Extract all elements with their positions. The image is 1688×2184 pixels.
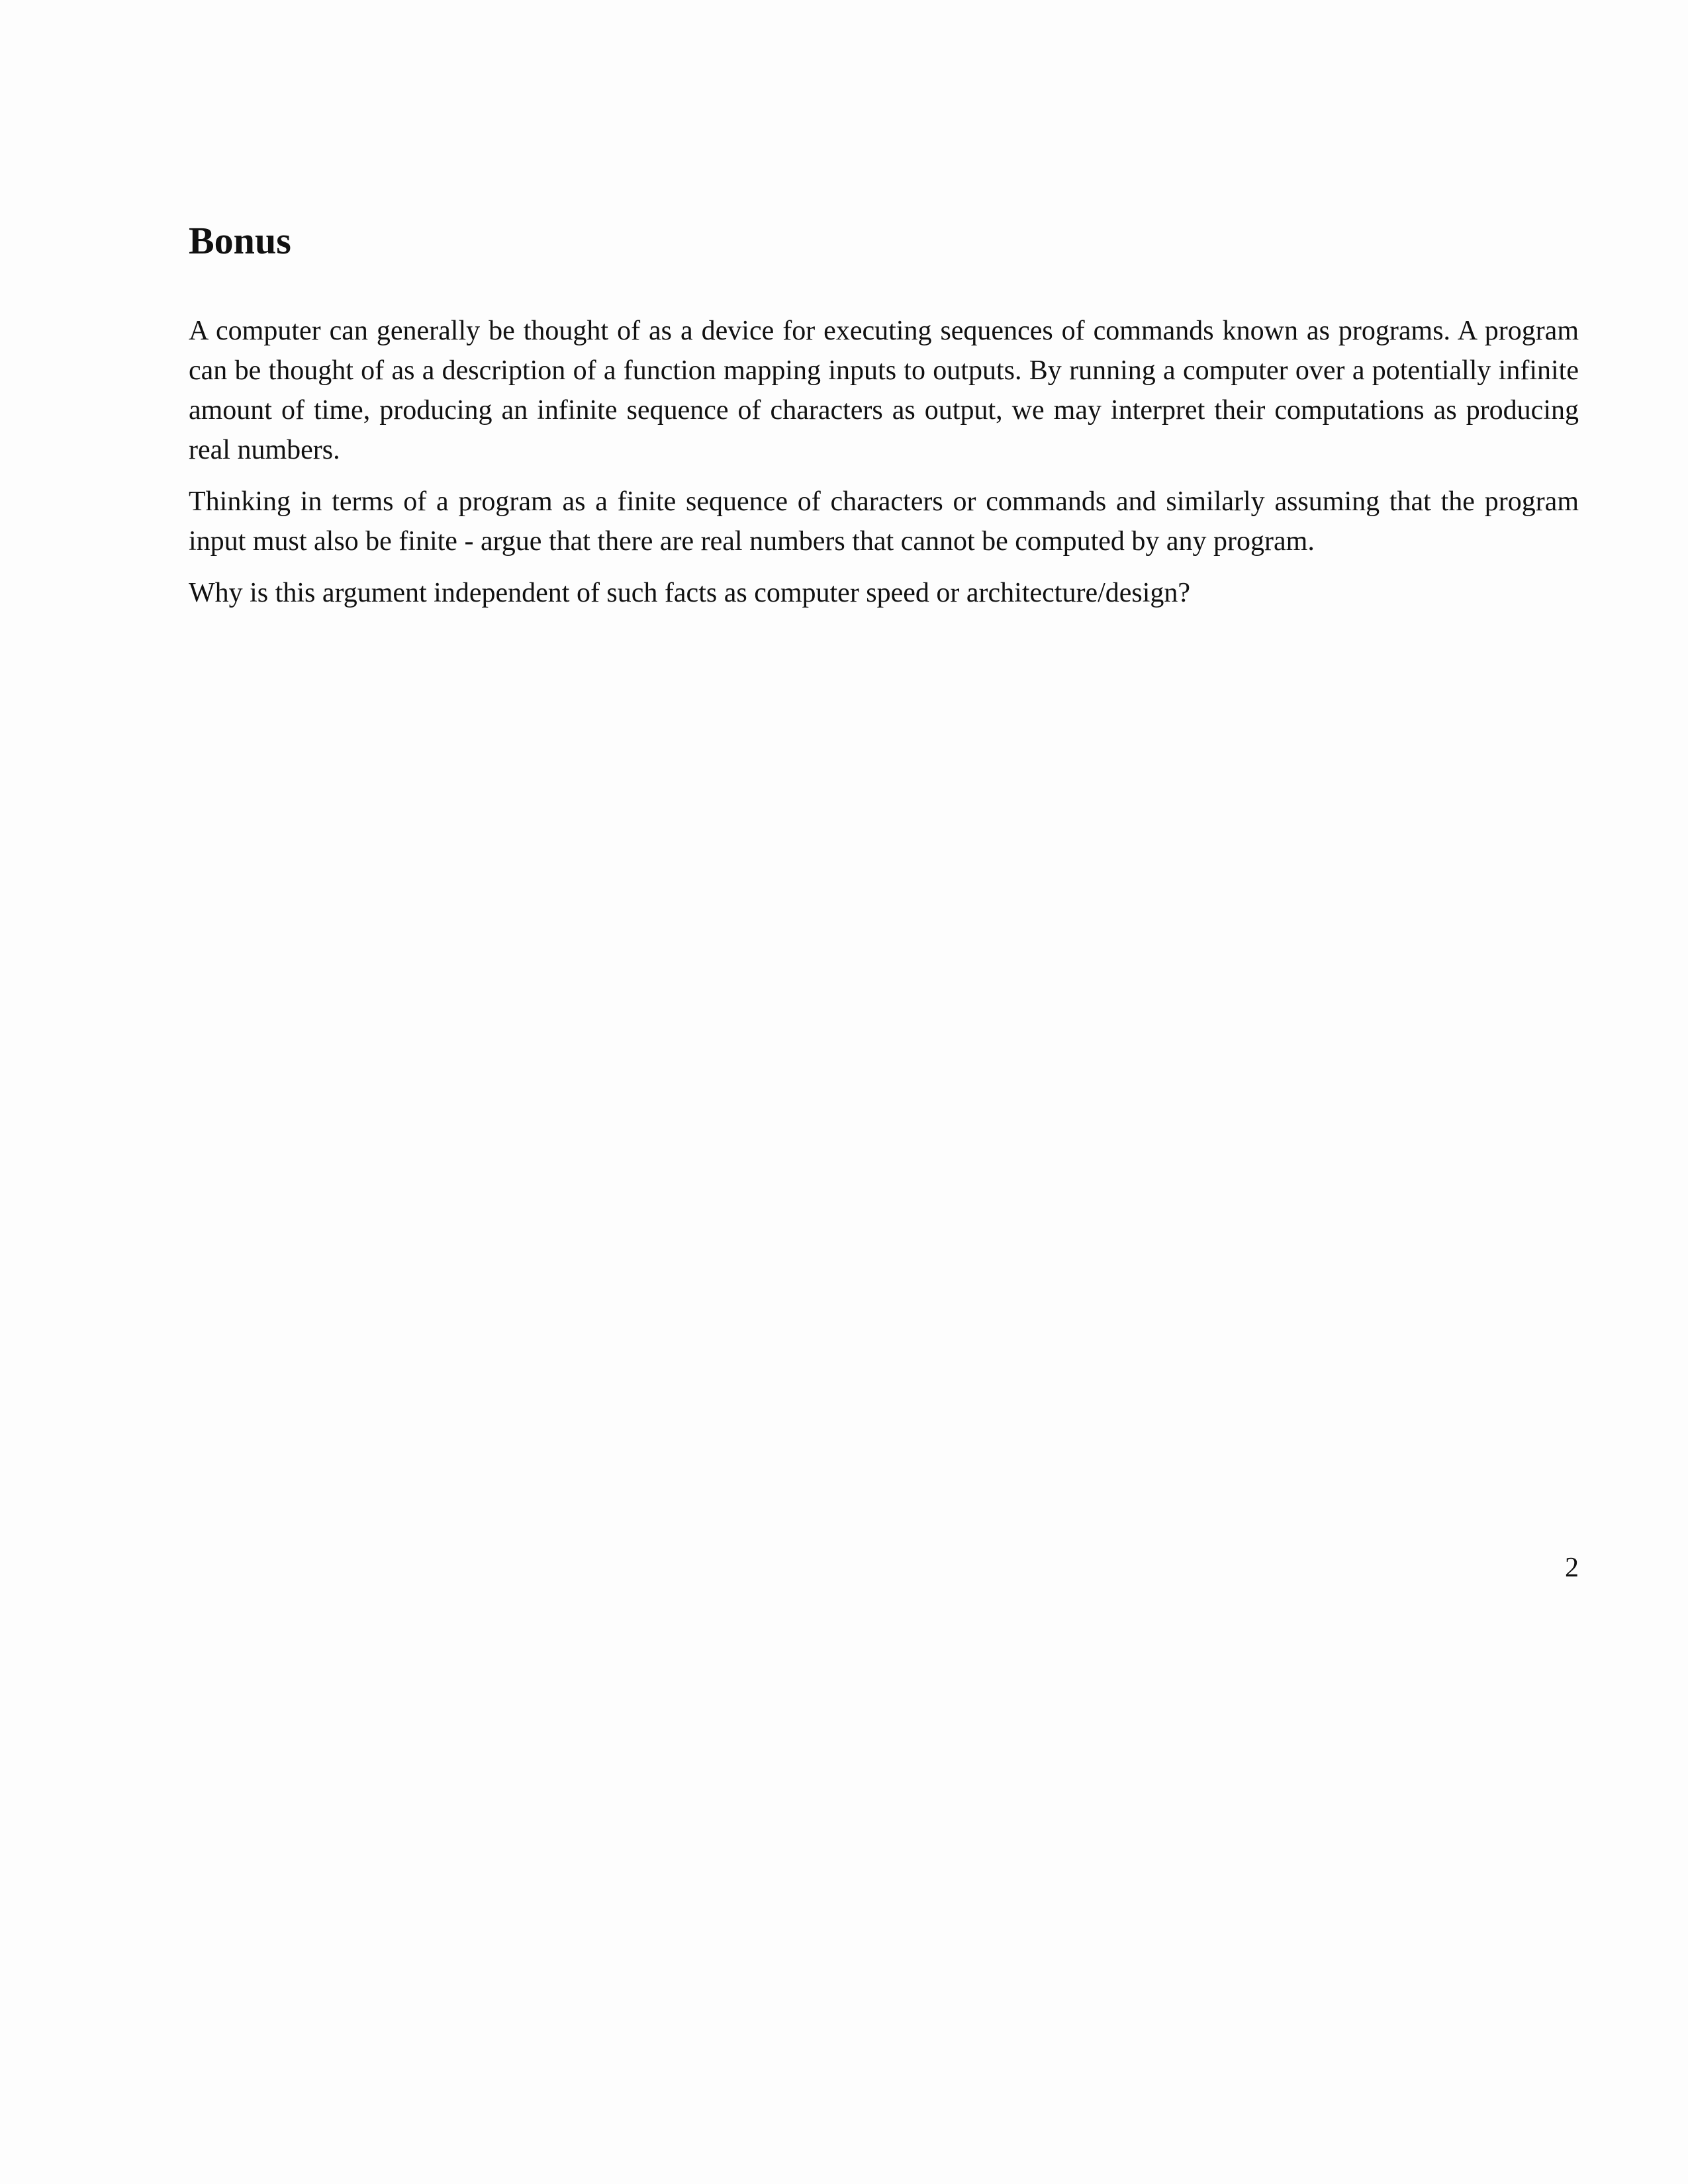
section-body xyxy=(189,311,1579,625)
section-heading: Bonus xyxy=(189,219,291,262)
paragraph-intro: A computer can generally be thought of as a device for executing sequences of commands known as programs. A program can be thought of as a description of a function mapping inputs to outputs. By running a computer over a potentially infinite amount of time, producing an infinite sequence of characters as output, we may interpret their computations as producing real numbers. xyxy=(189,316,1579,465)
paragraph-question: Why is this argument independent of such facts as computer speed or architecture/design? xyxy=(189,578,1191,608)
paragraph-task: Thinking in terms of a program as a finite sequence of characters or commands and similarly assuming that the program input must also be finite - argue that there are real numbers that cannot be computed by any program. xyxy=(189,486,1579,557)
page-number: 2 xyxy=(1565,1553,1579,1583)
